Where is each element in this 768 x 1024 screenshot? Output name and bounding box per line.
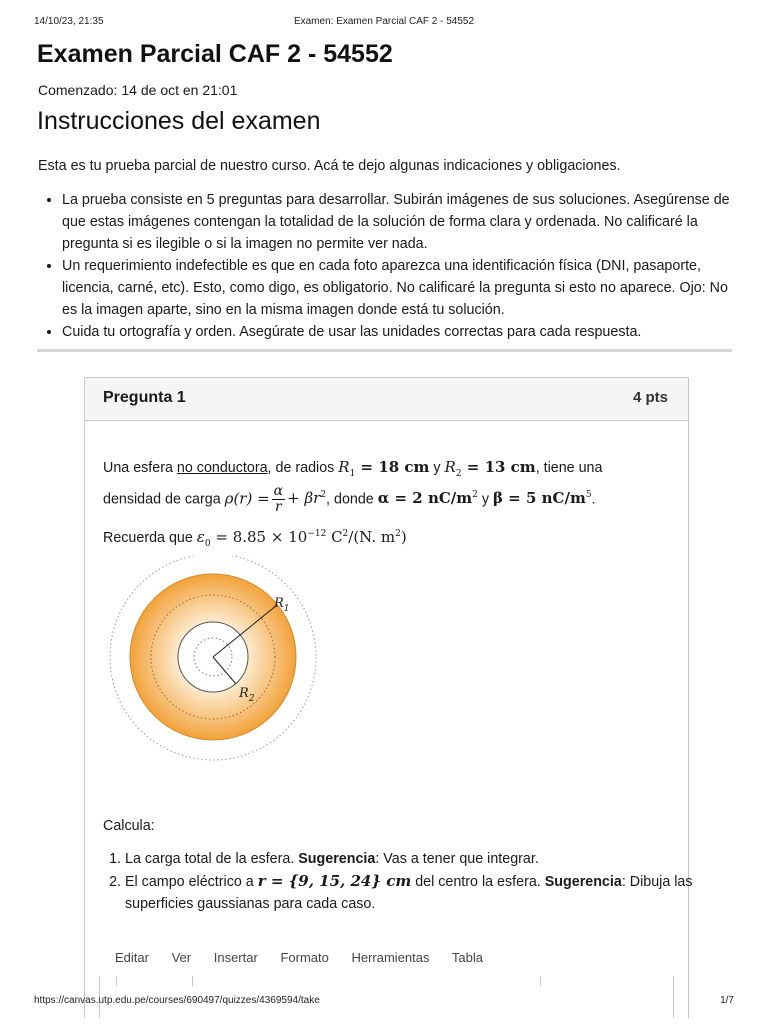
print-date: 14/10/23, 21:35: [34, 16, 104, 27]
instruction-item: • Cuida tu ortografía y orden. Asegúrate de usar las unidades correctas para cada respuesta.: [62, 321, 742, 343]
instruction-item: • La prueba consiste en 5 preguntas para desarrollar. Subirán imágenes de sus soluciones. Asegúrense de que estas imágenes contengan la totalidad de la solución de forma clara y ordenada. No calificaré la pregunta si es ilegible o si la imagen no permite ver nada.: [62, 189, 742, 255]
alpha-value: α = 2 $nC/m^2$: [377, 489, 478, 508]
question-name: Pregunta 1: [103, 389, 186, 406]
started-value: 14 de oct en 21:01: [121, 82, 238, 98]
beta-value: β = 5 $nC/m^5$: [492, 489, 592, 508]
alpha-over-r: $\frac{\alpha}{r}$: [273, 483, 284, 515]
epsilon-equation: $\varepsilon_0 = 8.85 \times 10^{-12}$ $C^2/(N$. $m^2$): [196, 528, 407, 549]
exam-title: Examen Parcial CAF 2 - 54552: [37, 40, 393, 68]
r2-equation: $R_2 = 13$ cm: [444, 458, 536, 479]
editor-menubar: [115, 950, 502, 965]
statement-line-2: densidad de carga ρ(r) = $\frac{\alpha}{r}$ + $\beta r^2$, donde α = 2 $nC/m^2$ y β = 5 $nC/m^5$.: [103, 483, 596, 515]
statement-line-1: Una esfera no conductora, de radios $R_1 = 18$ cm y $R_2 = 13$ cm, tiene una: [103, 458, 603, 479]
question-header: [85, 378, 688, 421]
started-label: Comenzado:: [38, 82, 118, 98]
density-equation: ρ(r) =: [224, 489, 270, 508]
print-url: https://canvas.utp.edu.pe/courses/690497/quizzes/4369594/take: [34, 995, 320, 1006]
menu-ver[interactable]: Ver: [171, 950, 192, 965]
question-card: [84, 377, 693, 1018]
menu-insertar[interactable]: Insertar: [213, 950, 258, 965]
r1-equation: $R_1 = 18$ cm: [338, 458, 430, 479]
question-points: 4 pts: [632, 389, 668, 406]
print-footer: [34, 995, 734, 1006]
menu-tabla[interactable]: Tabla: [451, 950, 483, 965]
r2-label: $R_2$: [239, 686, 255, 704]
calc-label: Calcula:: [103, 818, 155, 834]
non-conductive-underlined: no conductora: [176, 460, 268, 476]
task-item: 1. La carga total de la esfera. Sugerencia: Vas a tener que integrar.: [125, 848, 695, 870]
task-item: 2. El campo eléctrico a r = {9, 15, 24} cm del centro la esfera. Sugerencia: Dibuja las superficies gaussianas para cada caso.: [125, 870, 695, 915]
instruction-item: • Un requerimiento indefectible es que en cada foto aparezca una identificación física (DNI, pasaporte, licencia, carné, etc). Esto, como digo, es obligatorio. No calificaré la pregunta si esto no aparece. Ojo: No es la imagen aparte, sino en la misma imagen donde está tu solución.: [62, 255, 742, 321]
instructions-intro: Esta es tu prueba parcial de nuestro curso. Acá te dejo algunas indicaciones y obligaciones.: [38, 158, 621, 174]
task-list: [103, 848, 695, 915]
print-page-number: 1/7: [720, 995, 734, 1006]
menu-formato[interactable]: Formato: [280, 950, 329, 965]
started-line: [38, 82, 241, 98]
instructions-list: [38, 189, 742, 343]
statement-line-3: Recuerda que $\varepsilon_0 = 8.85 \times 10^{-12}$ $C^2/(N$. $m^2$): [103, 528, 407, 549]
section-divider: [37, 349, 732, 352]
menu-herramientas[interactable]: Herramientas: [351, 950, 430, 965]
menu-editar[interactable]: Editar: [115, 950, 149, 965]
r1-label: $R_1$: [274, 596, 290, 614]
print-title: Examen: Examen Parcial CAF 2 - 54552: [293, 16, 475, 27]
instructions-title: Instrucciones del examen: [37, 107, 321, 135]
sphere-shell-figure: [101, 556, 666, 806]
